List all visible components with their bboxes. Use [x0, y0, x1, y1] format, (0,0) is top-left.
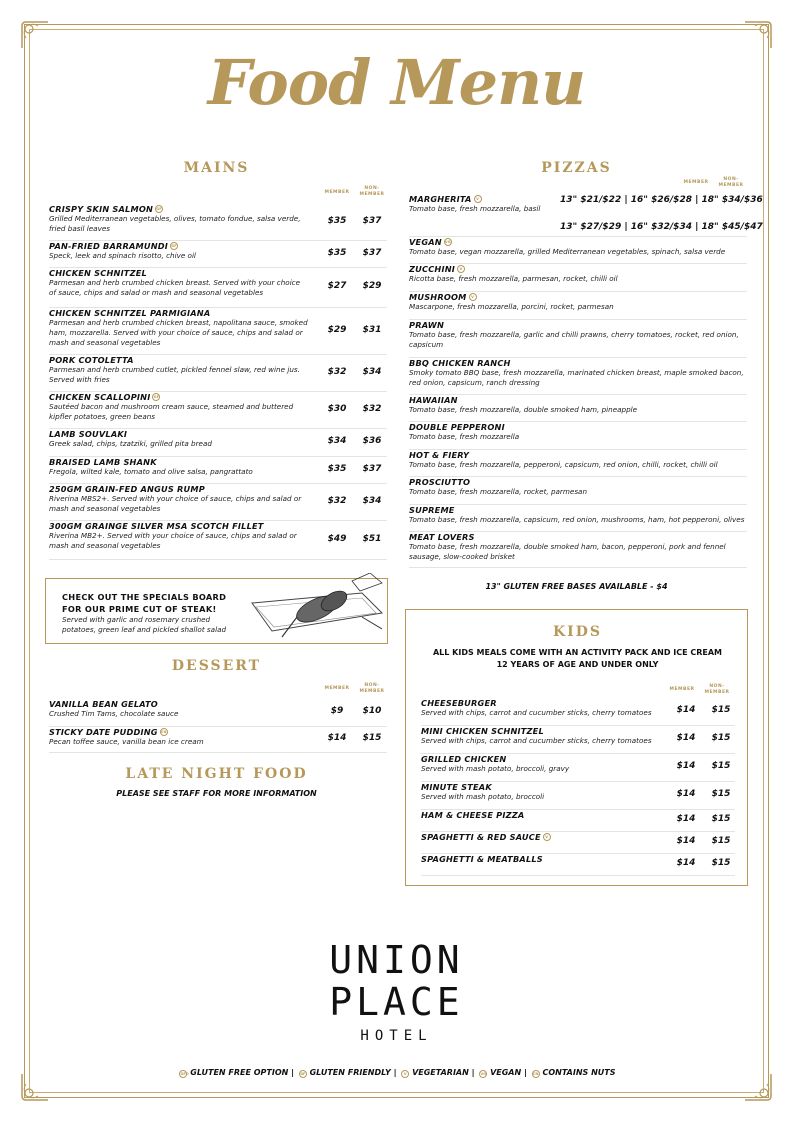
item-description: Sautéed bacon and mushroom cream sauce, steamed and buttered kipfler potatoes, green beans	[49, 402, 294, 421]
item-name	[409, 395, 747, 405]
dietary-tag-icon: V	[469, 293, 477, 301]
item-name-text: BRAISED LAMB SHANK	[49, 457, 157, 467]
mains-section-title: MAINS	[183, 160, 250, 176]
nonmember-price: $15	[711, 858, 731, 868]
item-name	[49, 355, 387, 365]
pizzas-nonmember-header: NON-MEMBER	[718, 177, 744, 188]
mains-item	[49, 241, 387, 268]
nonmember-price: $37	[362, 215, 382, 226]
pizza-item	[409, 450, 747, 477]
pizza-item	[409, 532, 747, 568]
member-price: $49	[327, 533, 347, 544]
member-price: $14	[676, 814, 696, 824]
nonmember-price: $32	[362, 403, 382, 414]
item-name-text: HAWAIIAN	[409, 395, 458, 405]
member-price: $34	[327, 436, 347, 446]
mains-item	[49, 484, 387, 521]
nonmember-price: $31	[362, 324, 382, 335]
legend-label: VEGAN |	[487, 1068, 530, 1077]
pizzas-member-header: MEMBER	[683, 180, 709, 185]
item-description: Parmesan and herb crumbed chicken breast. Served with your choice of sauce, chips and salad or mash and seasonal vegetables	[49, 278, 301, 297]
kids-item	[421, 698, 735, 726]
nonmember-price: $15	[711, 761, 731, 771]
item-description: Tomato base, fresh mozzarella, double smoked ham, bacon, pepperoni, pork and fennel sausage, slow-cooked brisket	[409, 542, 726, 561]
menu-title: Food Menu	[207, 46, 586, 119]
nonmember-price: $15	[711, 789, 731, 799]
dietary-tag-icon: V	[543, 833, 551, 841]
member-price: $27	[327, 281, 347, 291]
kids-section-title: KIDS	[553, 624, 602, 640]
nonmember-price: $15	[711, 814, 731, 824]
item-description: Tomato base, fresh mozzarella, capsicum, red onion, mushrooms, ham, hot pepperoni, olives	[409, 515, 745, 524]
item-description: Riverina MB2+. Served with your choice of sauce, chips and salad or mash and seasonal vegetables	[49, 531, 297, 550]
dietary-tag-icon: GF	[153, 395, 160, 399]
nonmember-price: $36	[362, 436, 382, 446]
late-night-note: PLEASE SEE STAFF FOR MORE INFORMATION	[116, 789, 317, 798]
item-name-text: GRILLED CHICKEN	[421, 754, 507, 764]
logo-place: PLACE	[329, 980, 464, 1024]
legend-label: GLUTEN FREE OPTION |	[187, 1068, 297, 1077]
item-name-text: PAN-FRIED BARRAMUNDI	[49, 241, 169, 251]
mains-member-header: MEMBER	[324, 190, 350, 195]
item-description: Tomato base, fresh mozzarella, pepperoni, capsicum, red onion, chilli, rocket, chilli oil	[409, 460, 718, 469]
item-description: Tomato base, fresh mozzarella, rocket, parmesan	[409, 487, 588, 496]
item-name-text: BBQ CHICKEN RANCH	[409, 358, 511, 368]
item-name	[409, 422, 747, 432]
item-description: Riverina MBS2+. Served with your choice of sauce, chips and salad or mash and seasonal vegetables	[49, 494, 302, 513]
item-description: Smoky tomato BBQ base, fresh mozzarella, marinated chicken breast, maple smoked bacon, red onion, capsicum, ranch dressing	[409, 368, 744, 387]
item-name	[409, 292, 747, 302]
dietary-tag-icon: VG	[444, 240, 451, 244]
item-name-text: 300GM GRAINGE SILVER MSA SCOTCH FILLET	[49, 521, 264, 531]
member-price: $32	[327, 366, 347, 377]
nonmember-price: $37	[362, 463, 382, 474]
item-name	[49, 268, 387, 278]
item-name-text: CHEESEBURGER	[421, 698, 497, 708]
item-name	[49, 308, 387, 318]
member-price: $14	[676, 705, 696, 715]
item-description: Tomato base, fresh mozzarella, garlic and chilli prawns, cherry tomatoes, rocket, red onion, capsicum	[409, 330, 739, 349]
item-name-text: SPAGHETTI & MEATBALLS	[421, 854, 543, 864]
nonmember-price: $51	[362, 533, 382, 544]
legend-label: VEGETARIAN |	[409, 1068, 478, 1077]
dessert-nonmember-header: NON-MEMBER	[359, 683, 385, 694]
item-description: Parmesan and herb crumbed chicken breast, napolitana sauce, smoked ham, mozzarella. Served with your choice of sauce, chips and salad or mash and seasonal vegetables	[49, 318, 308, 347]
item-description: Parmesan and herb crumbed cutlet, pickled fennel slaw, red wine jus. Served with fries	[49, 365, 300, 384]
item-name-text: LAMB SOUVLAKI	[49, 429, 128, 439]
item-description: Tomato base, vegan mozzarella, grilled Mediterranean vegetables, spinach, salsa verde	[409, 247, 726, 256]
pizza-item	[409, 477, 747, 505]
item-name-text: VEGAN	[409, 237, 442, 247]
member-price: $14	[676, 761, 696, 771]
item-name-text: ZUCCHINI	[409, 264, 455, 274]
item-name-text: PROSCIUTTO	[409, 477, 471, 487]
member-price: $14	[676, 789, 696, 799]
specials-board-callout	[45, 578, 388, 644]
item-name-text: MINI CHICKEN SCHNITZEL	[421, 726, 544, 736]
item-description: Served with chips, carrot and cucumber sticks, cherry tomatoes	[421, 736, 652, 745]
item-name-text: HOT & FIERY	[409, 450, 470, 460]
item-name-text: 250GM GRAIN-FED ANGUS RUMP	[49, 484, 205, 494]
mains-nonmember-header: NON-MEMBER	[359, 186, 385, 197]
pizza-item	[409, 194, 763, 237]
item-description: Fregola, wilted kale, tomato and olive salsa, pangrattato	[49, 467, 253, 476]
dietary-tag-icon: CN	[532, 1072, 539, 1076]
item-description: Tomato base, fresh mozzarella	[409, 432, 520, 441]
pizza-price-line-2: 13" $27/$29 | 16" $32/$34 | 18" $45/$47	[560, 222, 763, 232]
item-name	[409, 532, 747, 542]
item-name-text: CRISPY SKIN SALMON	[49, 204, 154, 214]
nonmember-price: $37	[362, 247, 382, 258]
item-description: Served with mash potato, broccoli, gravy	[421, 764, 570, 773]
dietary-tag-icon: GF	[171, 244, 177, 248]
kids-item	[421, 782, 735, 810]
item-description: Grilled Mediterranean vegetables, olives, tomato fondue, salsa verde, fried basil leaves	[49, 214, 301, 233]
nonmember-price: $15	[711, 705, 731, 715]
logo-union: UNION	[329, 938, 464, 982]
pizzas-section-title: PIZZAS	[541, 160, 612, 176]
member-price: $9	[330, 706, 344, 716]
item-name-text: VANILLA BEAN GELATO	[49, 699, 158, 709]
item-description: Speck, leek and spinach risotto, chive oil	[49, 251, 196, 260]
item-name	[409, 264, 747, 274]
item-name-text: SUPREME	[409, 505, 455, 515]
kids-nonmember-header: NON-MEMBER	[704, 684, 730, 695]
logo-hotel: HOTEL	[360, 1028, 433, 1044]
member-price: $14	[676, 836, 696, 846]
item-name	[49, 204, 387, 214]
dietary-tag-icon: GF	[300, 1072, 306, 1076]
pizza-item	[409, 505, 747, 532]
item-name-text: SPAGHETTI & RED SAUCE	[421, 832, 541, 842]
nonmember-price: $15	[362, 733, 382, 743]
mains-item	[49, 392, 387, 429]
member-price: $14	[676, 858, 696, 868]
item-name-text: MARGHERITA	[409, 194, 472, 204]
item-name	[49, 392, 387, 402]
item-name-text: MUSHROOM	[409, 292, 467, 302]
item-description: Served with mash potato, broccoli	[421, 792, 545, 801]
member-price: $14	[327, 733, 347, 743]
item-name	[409, 237, 747, 247]
mains-item	[49, 268, 387, 308]
item-name-text: MINUTE STEAK	[421, 782, 492, 792]
dietary-tag-icon: VG	[480, 1072, 487, 1076]
kids-item	[421, 854, 735, 876]
item-name	[409, 477, 747, 487]
item-name	[49, 521, 387, 531]
item-description: Tomato base, fresh mozzarella, basil	[409, 204, 541, 213]
kids-item	[421, 832, 735, 854]
item-name-text: PORK COTOLETTA	[49, 355, 134, 365]
nonmember-price: $15	[711, 836, 731, 846]
item-description: Tomato base, fresh mozzarella, double smoked ham, pineapple	[409, 405, 638, 414]
nonmember-price: $29	[362, 281, 382, 291]
pizza-item	[409, 292, 747, 320]
item-name-text: CHICKEN SCHNITZEL PARMIGIANA	[49, 308, 211, 318]
nonmember-price: $15	[711, 733, 731, 743]
pizza-price-line-1: 13" $21/$22 | 16" $26/$28 | 18" $34/$36	[560, 195, 763, 205]
item-description: Ricotta base, fresh mozzarella, parmesan, rocket, chilli oil	[409, 274, 618, 283]
mains-item	[49, 308, 387, 355]
member-price: $14	[676, 733, 696, 743]
item-name	[409, 320, 747, 330]
kids-note-line2: 12 YEARS OF AGE AND UNDER ONLY	[496, 660, 659, 669]
gluten-free-bases-note: 13" GLUTEN FREE BASES AVAILABLE - $4	[485, 582, 668, 591]
item-description: Greek salad, chips, tzatziki, grilled pita bread	[49, 439, 212, 448]
member-price: $35	[327, 247, 347, 258]
pizza-item	[409, 358, 747, 395]
dietary-tag-icon: V	[401, 1070, 409, 1078]
mains-item	[49, 429, 387, 457]
item-name	[409, 505, 747, 515]
dietary-legend	[0, 1068, 793, 1078]
item-name	[409, 358, 747, 368]
item-name-text: MEAT LOVERS	[409, 532, 475, 542]
dietary-tag-icon: V	[457, 265, 465, 273]
item-name-text: CHICKEN SCALLOPINI	[49, 392, 151, 402]
item-name-text: CHICKEN SCHNITZEL	[49, 268, 147, 278]
mains-item	[49, 355, 387, 392]
item-name-text: STICKY DATE PUDDING	[49, 727, 158, 737]
dessert-section-title: DESSERT	[171, 658, 262, 674]
dessert-member-header: MEMBER	[324, 686, 350, 691]
nonmember-price: $10	[362, 706, 382, 716]
nonmember-price: $34	[362, 366, 382, 377]
kids-item	[421, 754, 735, 782]
kids-member-header: MEMBER	[669, 687, 695, 692]
kids-item	[421, 726, 735, 754]
member-price: $30	[327, 403, 347, 414]
specials-description: Served with garlic and rosemary crushed potatoes, green leaf and pickled shallot salad	[62, 615, 227, 634]
late-night-section-title: LATE NIGHT FOOD	[125, 766, 308, 782]
dessert-item	[49, 727, 387, 753]
kids-item	[421, 810, 735, 832]
member-price: $35	[327, 463, 347, 474]
item-name	[409, 194, 763, 205]
specials-title-line2: FOR OUR PRIME CUT OF STEAK!	[62, 604, 217, 614]
mains-item	[49, 521, 387, 560]
member-price: $29	[327, 324, 347, 335]
item-name-text: DOUBLE PEPPERONI	[409, 422, 505, 432]
item-name-text: PRAWN	[409, 320, 445, 330]
pizza-item	[409, 320, 747, 358]
member-price: $32	[327, 495, 347, 506]
steak-board-illustration-icon	[242, 573, 388, 643]
item-description: Pecan toffee sauce, vanilla bean ice cream	[49, 737, 204, 746]
legend-label: GLUTEN FRIENDLY |	[306, 1068, 400, 1077]
dietary-tag-icon: GFO	[180, 1072, 189, 1076]
dietary-tag-icon: GF	[156, 207, 162, 211]
legend-label: CONTAINS NUTS	[539, 1068, 616, 1077]
pizza-item	[409, 237, 747, 264]
mains-item	[49, 204, 387, 241]
kids-note-line1: ALL KIDS MEALS COME WITH AN ACTIVITY PACK AND ICE CREAM	[432, 648, 723, 657]
member-price: $35	[327, 215, 347, 226]
dessert-item	[49, 699, 387, 727]
item-name	[409, 450, 747, 460]
pizza-item	[409, 264, 747, 292]
item-description: Crushed Tim Tams, chocolate sauce	[49, 709, 179, 718]
item-description: Served with chips, carrot and cucumber sticks, cherry tomatoes	[421, 708, 652, 717]
nonmember-price: $34	[362, 495, 382, 506]
pizza-item	[409, 395, 747, 422]
dietary-tag-icon: CN	[160, 730, 167, 734]
pizza-item	[409, 422, 747, 450]
item-name-text: HAM & CHEESE PIZZA	[421, 810, 525, 820]
item-name	[49, 484, 387, 494]
dietary-tag-icon: V	[474, 195, 482, 203]
mains-item	[49, 457, 387, 484]
specials-title-line1: CHECK OUT THE SPECIALS BOARD	[62, 592, 227, 602]
item-description: Mascarpone, fresh mozzarella, porcini, rocket, parmesan	[409, 302, 614, 311]
kids-menu-box	[405, 609, 748, 886]
